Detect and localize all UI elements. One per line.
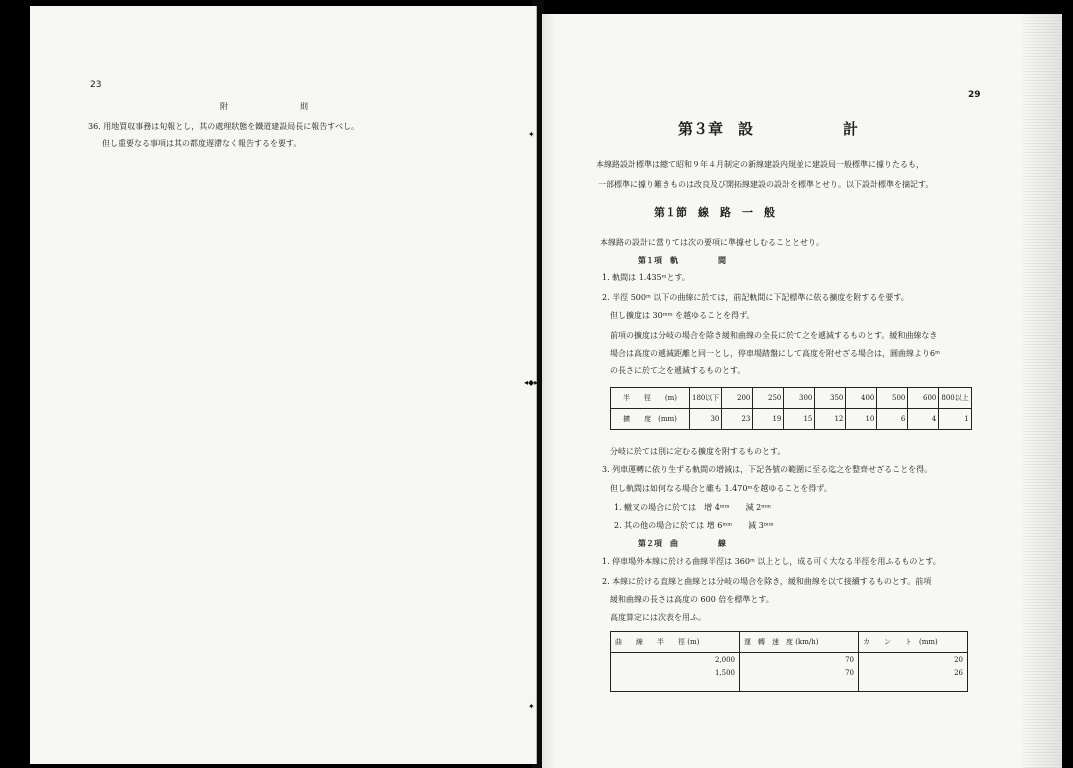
item-1-para-2b: 但し擴度は 30ᵐᵐ を越ゆることを得ず。 — [610, 311, 755, 320]
cant-table — [610, 631, 968, 692]
item-2-para-2: 2. 本線に於ける直線と曲線とは分岐の場合を除き，緩和曲線を以て接續するものとす。前項 — [602, 577, 932, 586]
table-cell: 23 — [722, 409, 753, 430]
page-number: 23 — [90, 80, 102, 90]
item-1-para-1: 1. 軌間は 1.435ᵐとす。 — [602, 273, 690, 282]
section-1-title: 第１節 線 路 一 般 — [654, 206, 775, 219]
table-row — [611, 653, 968, 667]
right-page — [542, 14, 1062, 768]
table-cell: 4 — [908, 409, 939, 430]
item-1-para-3-1: 1. 轍叉の場合に於ては 增 4ᵐᵐ 減 2ᵐᵐ — [614, 503, 772, 512]
table-cell: 30 — [690, 409, 722, 430]
table-header-speed: 運 轉 速 度 (km/h) — [740, 632, 859, 653]
table-cell: 10 — [846, 409, 877, 430]
intro-line-2: 一部標準に據り難きものは改良及び開拓線建設の設計を標準とせり。以下設計標準を摘記す。 — [598, 180, 934, 189]
table-cell: 2,000 — [611, 653, 740, 667]
table-cell: 1 — [939, 409, 971, 430]
item-1-para-3b: 但し軌間は如何なる場合と雖も 1.470ᵐを越ゆることを得ず。 — [610, 484, 832, 493]
gauge-widening-table — [610, 387, 972, 430]
table-cell: 1,500 — [611, 666, 740, 679]
item-2-title: 第２項 曲 線 — [638, 538, 726, 548]
table-cell: 600 — [908, 388, 939, 409]
table-cell: 500 — [877, 388, 908, 409]
item-1-para-2: 2. 半徑 500ᵐ 以下の曲線に於ては，前記軌間に下記標準に依る擴度を附するを要す。 — [602, 293, 909, 302]
table-cell: 12 — [815, 409, 846, 430]
table-cell: 250 — [753, 388, 784, 409]
article-36-continued: 但し重要なる事項は其の都度遅滯なく報告するを要す。 — [102, 139, 302, 148]
table-cell: 180以下 — [690, 388, 722, 409]
left-page — [30, 6, 537, 764]
intro-line-1: 本線路設計標準は總て昭和９年４月制定の新線建設内規並に建設局一般標準に據りたるも， — [596, 160, 924, 169]
table-cell: 70 — [740, 666, 859, 679]
page-number: 29 — [968, 90, 981, 100]
table-cell: 400 — [846, 388, 877, 409]
table-cell: 6 — [877, 409, 908, 430]
table-header-cant: カ ン ト (mm) — [859, 632, 968, 653]
item-1-after-table: 分岐に於ては別に定むる擴度を附するものとす。 — [610, 447, 786, 456]
table-cell — [611, 679, 740, 692]
table-row — [611, 388, 972, 409]
item-2-para-1: 1. 停車場外本線に於ける曲線半徑は 360ᵐ 以上とし，成る可く大なる半徑を用ふるものとす。 — [602, 557, 941, 566]
table-row — [611, 679, 968, 692]
item-1-para-3: 3. 列車運轉に依り生ずる軌間の增減は，下記各號の範圍に至る迄之を整齊せざることを得。 — [602, 465, 933, 474]
table-cell: 20 — [859, 653, 968, 667]
item-1-para-2d: 場合は高度の遞減距離と同一とし，停車場踏盤にして高度を附せざる場合は，圓曲線より6ᵐ — [610, 349, 940, 358]
table-cell: 26 — [859, 666, 968, 679]
table-cell: 70 — [740, 653, 859, 667]
section-heading: 附 則 — [220, 102, 308, 111]
binding-marker-icon: ✦ — [528, 130, 535, 139]
scan-noise — [1022, 14, 1062, 768]
item-1-title: 第１項 軌 間 — [638, 255, 726, 265]
table-cell — [740, 679, 859, 692]
table-header-radius: 曲 線 半 徑 (m) — [611, 632, 740, 653]
table-cell: 350 — [815, 388, 846, 409]
item-2-para-2c: 高度算定には次表を用ふ。 — [610, 613, 707, 622]
table-cell — [859, 679, 968, 692]
table-row-label: 擴 度 (mm) — [611, 409, 690, 430]
table-cell: 19 — [753, 409, 784, 430]
table-header-row — [611, 632, 968, 653]
table-cell: 800以上 — [939, 388, 971, 409]
item-2-para-2b: 緩和曲線の長さは高度の 600 倍を標準とす。 — [610, 595, 774, 604]
article-36: 36. 用地買収事務は旬報とし，其の處理狀態を鐵道建設局長に報告すべし。 — [88, 122, 360, 131]
chapter-title: 第３章 設 計 — [678, 120, 859, 138]
table-cell: 15 — [784, 409, 815, 430]
binding-marker-icon: ◂◆▸ — [524, 378, 539, 387]
table-row — [611, 409, 972, 430]
item-1-para-2e: の長さに於て之を遞減するものとす。 — [610, 366, 746, 375]
item-1-para-3-2: 2. 其の他の場合に於ては 增 6ᵐᵐ 減 3ᵐᵐ — [614, 521, 774, 530]
section-1-intro: 本線路の設計に當りては次の要項に準據せしむることとせり。 — [600, 238, 824, 247]
item-1-para-2c: 前項の擴度は分岐の場合を除き緩和曲線の全長に於て之を遞減するものとす。緩和曲線なき — [610, 331, 938, 340]
table-cell: 200 — [722, 388, 753, 409]
table-cell: 300 — [784, 388, 815, 409]
table-row-label: 半 徑 (m) — [611, 388, 690, 409]
binding-marker-icon: ✦ — [528, 702, 535, 711]
table-row — [611, 666, 968, 679]
